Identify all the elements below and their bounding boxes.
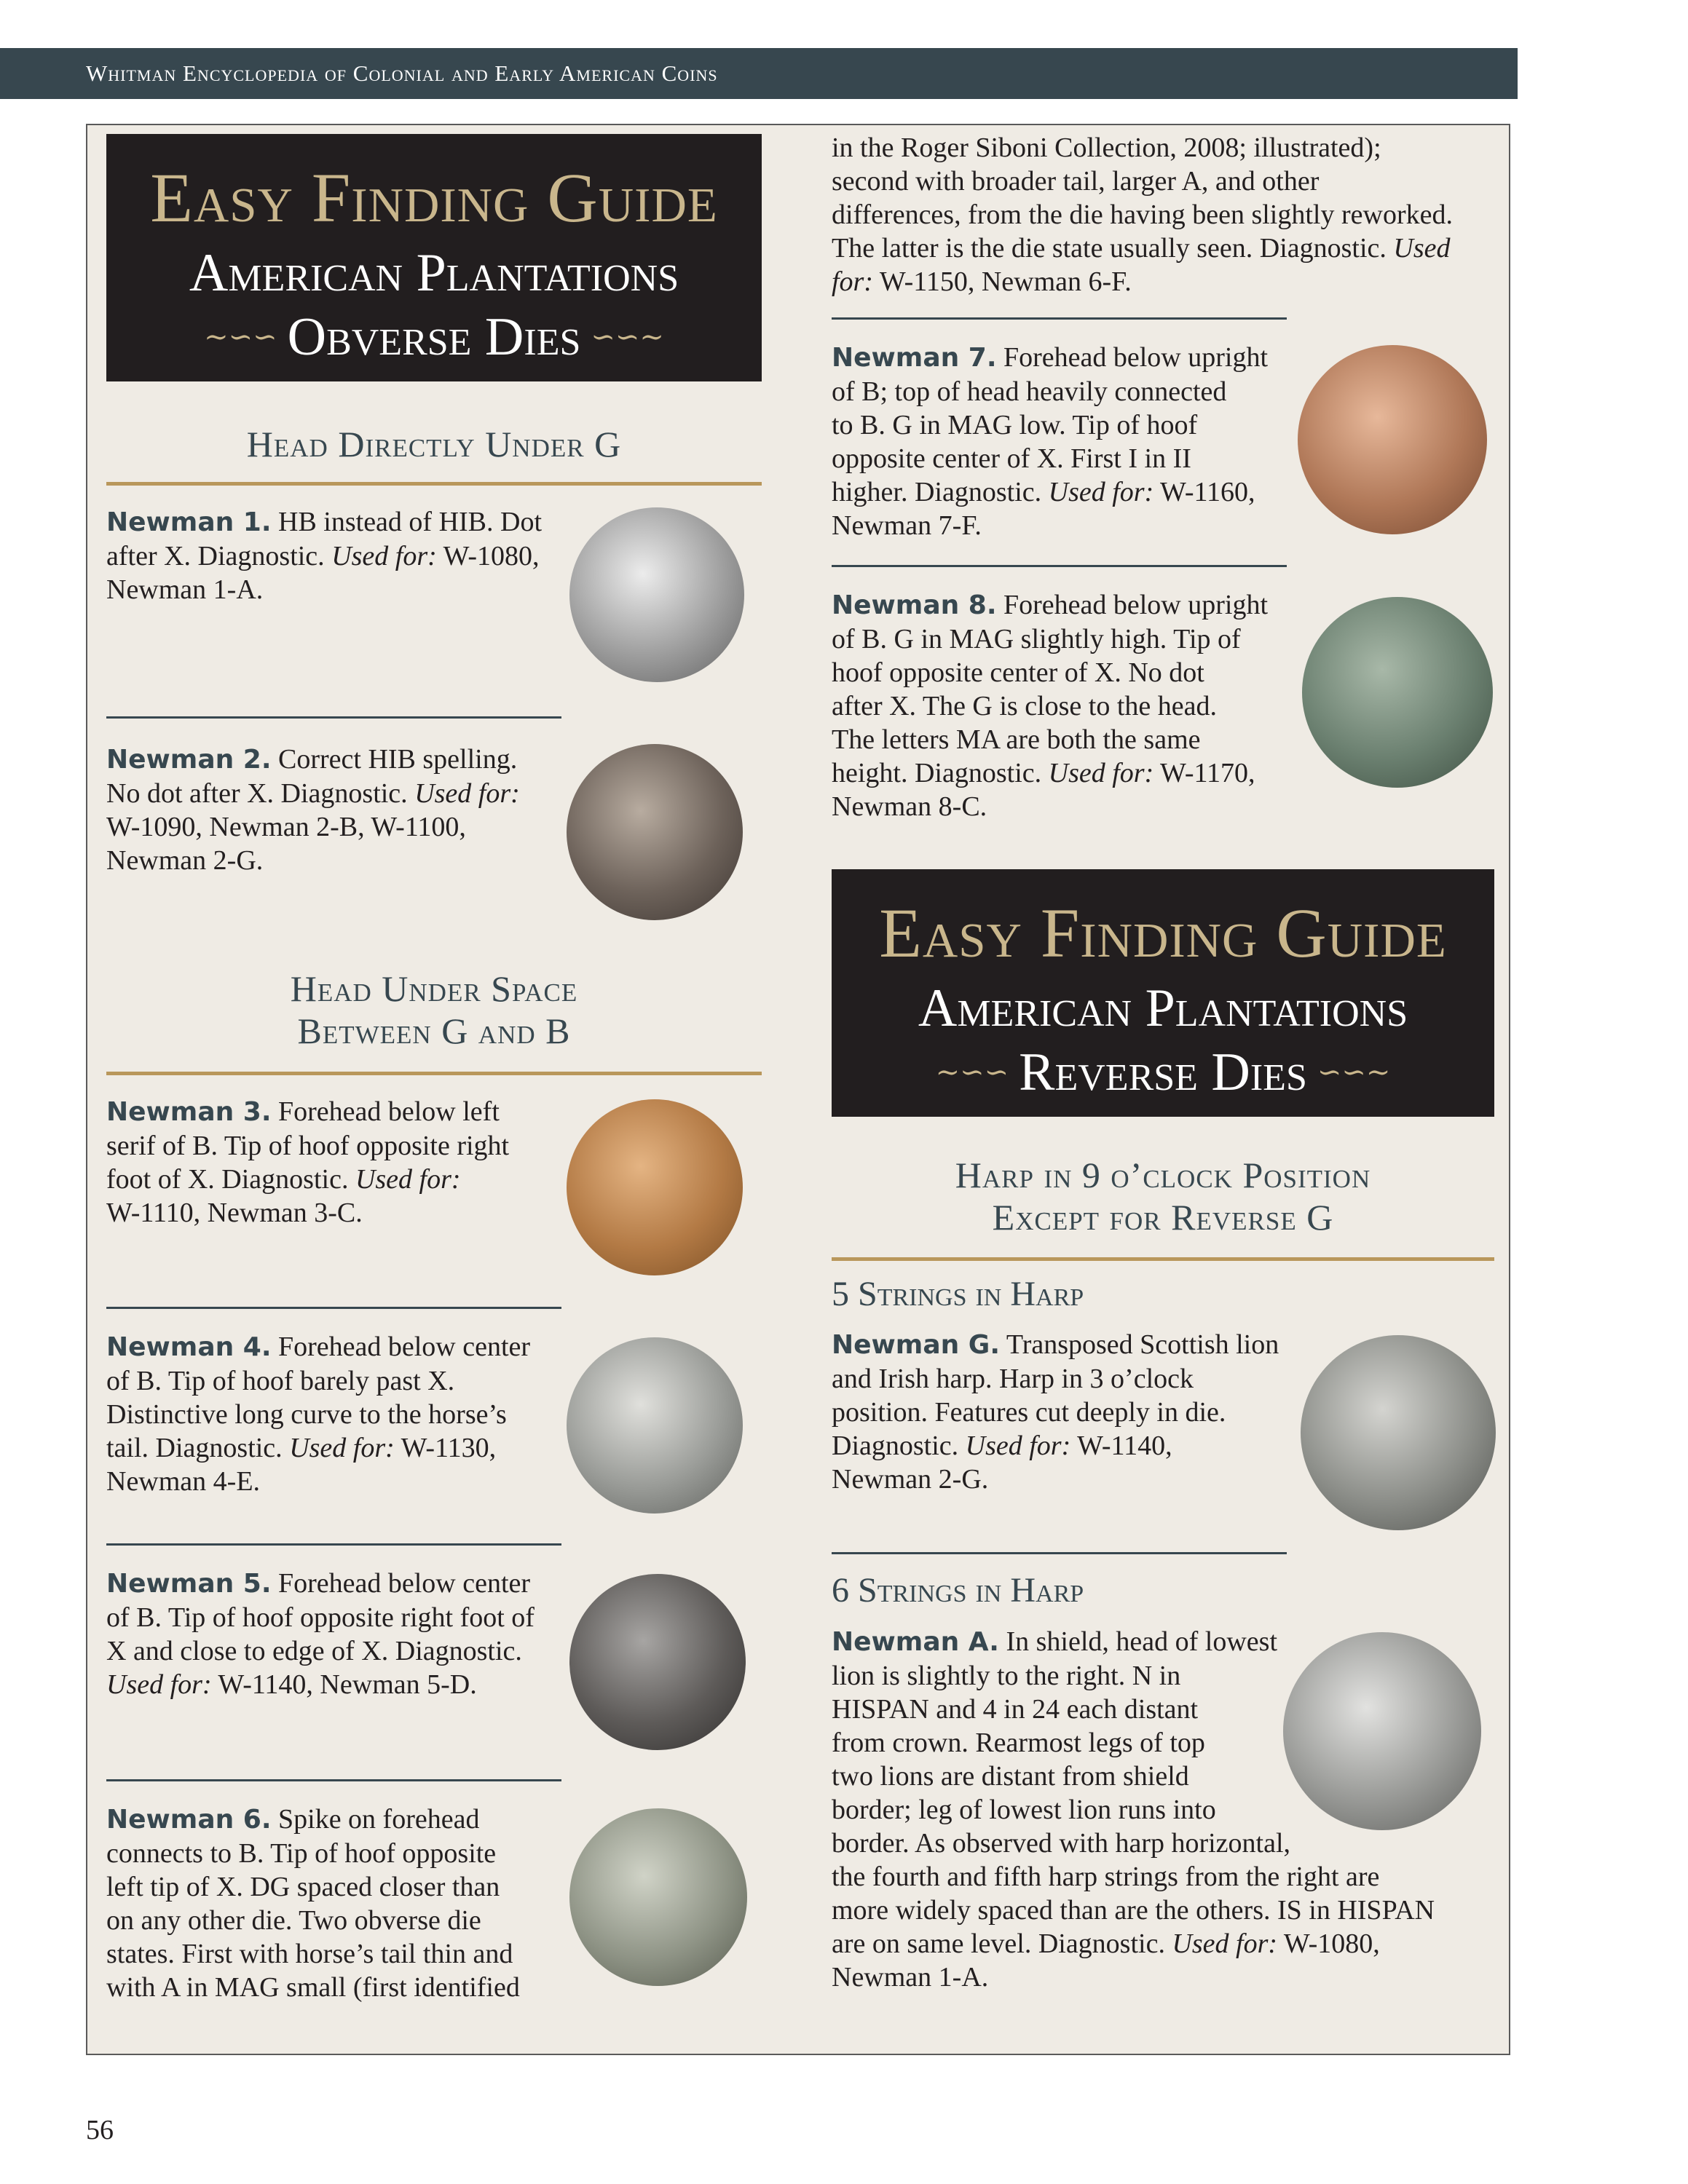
entry-divider: [832, 317, 1287, 320]
entry-newman-6: Newman 6. Spike on forehead connects to B. Tip of hoof opposite left tip of X. DG spaced closer than on any other die. Two obverse die states. First with horse’s tail thin and with A in MAG small (first identified: [106, 1804, 520, 2003]
reverse-guide-subtitle: American Plantations: [918, 978, 1408, 1038]
section-rule: [106, 1072, 762, 1075]
coin-image-newman-6: [569, 1808, 747, 1986]
section-rule: [106, 482, 762, 486]
entry-divider: [106, 1307, 561, 1309]
coin-image-newman-a: [1283, 1632, 1481, 1830]
coin-image-newman-4: [567, 1337, 743, 1514]
reverse-guide-title: Easy Finding Guide: [879, 894, 1447, 972]
page-number: 56: [86, 2115, 114, 2145]
section-rule: [832, 1257, 1494, 1261]
entry-newman-a: Newman A. In shield, head of lowest lion is slightly to the right. N in HISPAN and 4 in 24 each distant from crown. Rearmost legs of top two lions are distant from shield border; leg of lowest lion runs into border. As observed with harp horizontal, the fourth and fifth harp strings from the right are more widely spaced than are the others. IS in HISPAN are on same level. Diagnostic. Used for: W-1080, Newman 1-A.: [832, 1626, 1435, 1993]
entry-divider: [106, 1779, 561, 1781]
coin-image-newman-7: [1298, 345, 1487, 534]
entry-newman-5: Newman 5. Forehead below center of B. Tip of hoof opposite right foot of X and close to edge of X. Diagnostic. Used for: W-1140, Newman 5-D.: [106, 1568, 535, 1700]
running-head: Whitman Encyclopedia of Colonial and Early American Coins: [0, 48, 1518, 99]
flourish-right-icon: ∽∽∼: [1317, 1056, 1391, 1089]
reverse-guide-box: [832, 869, 1494, 1117]
section-head-under-g: Head Directly Under G: [246, 424, 622, 464]
obverse-guide-subtitle: American Plantations: [189, 243, 679, 303]
entry-divider: [106, 716, 561, 719]
coin-image-newman-3: [567, 1099, 743, 1275]
obverse-guide-title: Easy Finding Guide: [150, 159, 718, 237]
entry-newman-8: Newman 8. Forehead below upright of B. G in MAG slightly high. Tip of hoof opposite center of X. No dot after X. The G is close to the head. The letters MA are both the same height. Diagnostic. Used for: W-1170, Newman 8-C.: [832, 590, 1269, 822]
coin-image-newman-8: [1302, 597, 1493, 788]
section-head-harp: Harp in 9 o’clock Position Except for Reverse G: [955, 1155, 1371, 1238]
coin-image-newman-5: [569, 1574, 746, 1750]
section-head-between-g-b: Head Under Space Between G and B: [290, 968, 578, 1051]
entry-divider: [832, 565, 1287, 567]
flourish-left-icon: ∼∽∽: [935, 1056, 1009, 1089]
flourish-left-icon: ∼∽∽: [204, 320, 277, 354]
entry-newman-4: Newman 4. Forehead below center of B. Tip of hoof barely past X. Distinctive long curve to the horse’s tail. Diagnostic. Used for: W-1130, Newman 4-E.: [106, 1332, 531, 1497]
entry-divider: [106, 1543, 561, 1546]
flourish-right-icon: ∽∽∼: [591, 320, 664, 354]
entry-newman-6-continued: in the Roger Siboni Collection, 2008; illustrated); second with broader tail, larger A, and other differences, from the die having been slightly reworked. The latter is the die state usually seen. Diagnostic. Used for: W-1150, Newman 6-F.: [832, 132, 1453, 297]
subhead-six-strings: 6 Strings in Harp: [832, 1571, 1084, 1610]
reverse-guide-dies: ∼∽∽ Reverse Dies ∽∽∼: [935, 1042, 1391, 1102]
obverse-guide-dies: ∼∽∽ Obverse Dies ∽∽∼: [204, 307, 664, 367]
content-panel: [86, 124, 1510, 2055]
coin-image-newman-g: [1301, 1335, 1496, 1530]
entry-newman-2: Newman 2. Correct HIB spelling. No dot after X. Diagnostic. Used for: W-1090, Newman 2-B, W-1100, Newman 2-G.: [106, 744, 520, 876]
entry-newman-g: Newman G. Transposed Scottish lion and Irish harp. Harp in 3 o’clock position. Features cut deeply in die. Diagnostic. Used for: W-1140, Newman 2-G.: [832, 1329, 1279, 1495]
entry-newman-1: Newman 1. HB instead of HIB. Dot after X. Diagnostic. Used for: W-1080, Newman 1-A.: [106, 507, 543, 605]
subhead-five-strings: 5 Strings in Harp: [832, 1275, 1084, 1313]
obverse-guide-box: [106, 134, 762, 381]
coin-image-newman-2: [567, 744, 743, 920]
entry-newman-3: Newman 3. Forehead below left serif of B. Tip of hoof opposite right foot of X. Diagnostic. Used for: W-1110, Newman 3-C.: [106, 1096, 510, 1228]
entry-newman-7: Newman 7. Forehead below upright of B; top of head heavily connected to B. G in MAG low. Tip of hoof opposite center of X. First I in II higher. Diagnostic. Used for: W-1160, Newman 7-F.: [832, 342, 1269, 541]
coin-image-newman-1: [569, 507, 744, 682]
entry-divider: [832, 1552, 1287, 1554]
